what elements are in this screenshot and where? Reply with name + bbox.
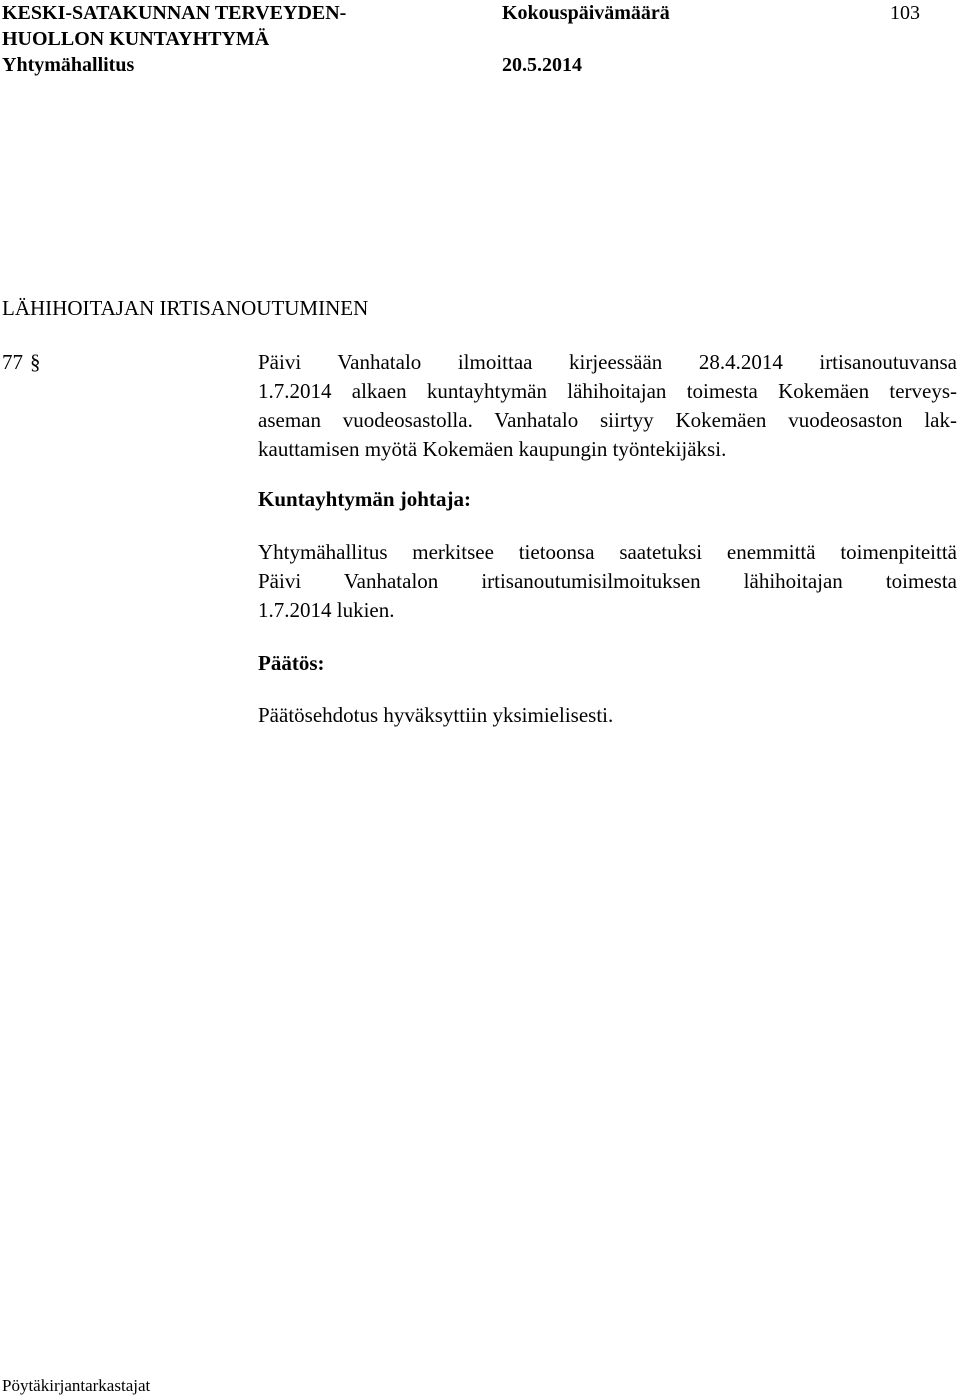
section-number: 77 <box>2 350 23 374</box>
director-proposal <box>258 538 957 625</box>
meeting-date-label: Kokouspäivämäärä <box>502 2 670 24</box>
director-heading: Kuntayhtymän johtaja: <box>258 487 471 511</box>
paragraph-line: Päivi Vanhatalon irtisanoutumisilmoituksen lähihoitajan toimesta <box>258 569 957 593</box>
paragraph-line: Päivi Vanhatalo ilmoittaa kirjeessään 28.4.2014 irtisanoutuvansa <box>258 350 957 374</box>
page-number: 103 <box>890 2 920 24</box>
paragraph-line: Yhtymähallitus merkitsee tietoonsa saatetuksi enemmittä toimenpiteittä <box>258 540 957 564</box>
organization-name-line2: HUOLLON KUNTAYHTYMÄ <box>2 28 270 50</box>
footer-minutes-checkers: Pöytäkirjantarkastajat <box>2 1376 151 1395</box>
decision-heading: Päätös: <box>258 651 325 675</box>
paragraph-line: 1.7.2014 alkaen kuntayhtymän lähihoitajan toimesta Kokemäen terveys- <box>258 379 957 403</box>
paragraph-line: aseman vuodeosastolla. Vanhatalo siirtyy Kokemäen vuodeosaston lak- <box>258 408 957 432</box>
organization-name-line1: KESKI-SATAKUNNAN TERVEYDEN- <box>2 2 347 24</box>
section-paragraph-intro <box>258 348 957 464</box>
organization-body: Yhtymähallitus <box>2 54 135 76</box>
meeting-date: 20.5.2014 <box>502 54 582 76</box>
paragraph-line: kauttamisen myötä Kokemäen kaupungin työntekijäksi. <box>258 437 727 461</box>
section-title: LÄHIHOITAJAN IRTISANOUTUMINEN <box>2 296 369 320</box>
paragraph-line: 1.7.2014 lukien. <box>258 598 395 622</box>
decision-text: Päätösehdotus hyväksyttiin yksimielisesti. <box>258 703 614 727</box>
section-symbol: § <box>30 350 41 374</box>
